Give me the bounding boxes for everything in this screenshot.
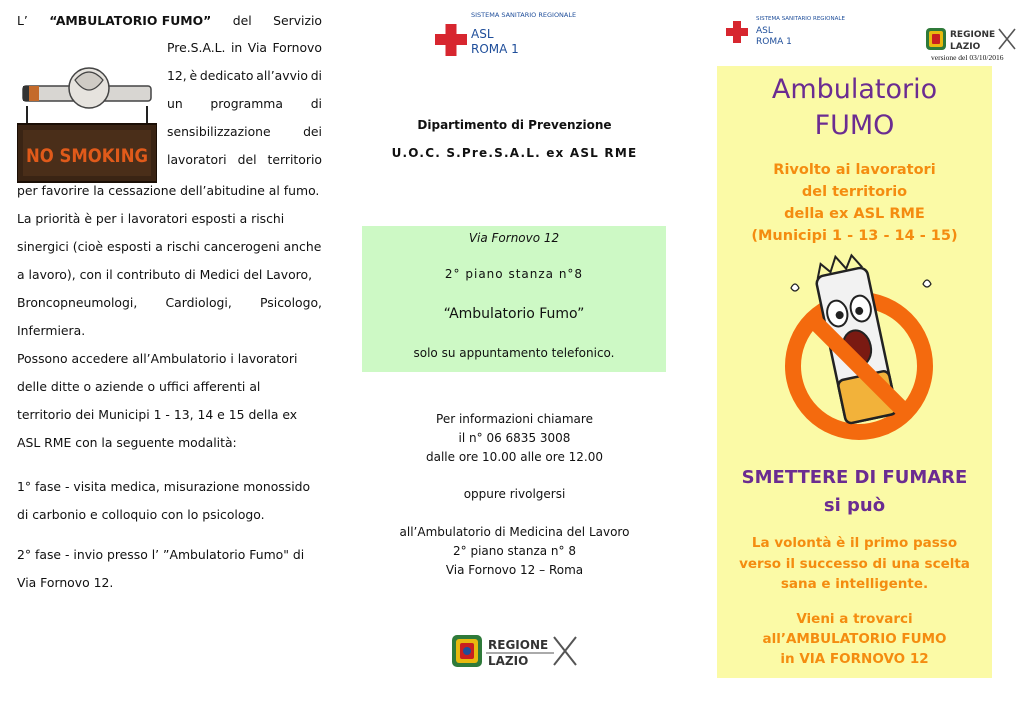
- info-place-1: all’Ambulatorio di Medicina del Lavoro: [399, 525, 630, 539]
- info-place-3: Via Fornovo 12 – Roma: [445, 563, 584, 577]
- intro-line-5: sensibilizzazione dei: [167, 124, 322, 139]
- specialist-word: Psicologo,: [260, 295, 322, 310]
- cover-title-line-1: Ambulatorio: [771, 74, 938, 105]
- body-line: per favorire la cessazione dell’abitudine al fumo.: [17, 183, 320, 198]
- location-box: [362, 226, 666, 372]
- invite-line: Vieni a trovarci: [796, 611, 913, 627]
- body-line: territorio dei Municipi 1 - 13, 14 e 15 della ex: [17, 407, 298, 422]
- no-smoking-sign-text: NO SMOKING: [26, 145, 148, 167]
- target-line: della ex ASL RME: [784, 206, 925, 222]
- specialist-word: Broncopneumologi,: [17, 295, 138, 310]
- regione-lazio-logo: [450, 631, 580, 671]
- phase-2-line: 2° fase - invio presso l’ ”Ambulatorio Fumo" di: [17, 547, 305, 562]
- body-line: sinergici (cioè esposti a rischi cancerogeni anche: [17, 239, 322, 254]
- svg-text:ASL: ASL: [756, 26, 773, 36]
- asl-roma1-logo-small: [722, 12, 862, 52]
- slogan-line-1: SMETTERE DI FUMARE: [741, 467, 968, 488]
- svg-text:REGIONE: REGIONE: [950, 30, 996, 40]
- svg-text:REGIONE: REGIONE: [488, 638, 549, 652]
- body-line: delle ditte o aziende o uffici afferenti al: [17, 379, 261, 394]
- intro-line-3: 12, è dedicato all’avvio di: [167, 68, 322, 83]
- svg-text:ROMA 1: ROMA 1: [756, 37, 792, 47]
- regione-lazio-logo-small: [925, 25, 1017, 53]
- no-smoking-cigarette-illustration: [777, 248, 942, 448]
- info-place-2: 2° piano stanza n° 8: [453, 544, 576, 558]
- intro-line-1: L’ “AMBULATORIO FUMO” del Servizio: [17, 13, 322, 28]
- asl-roma1-logo: [425, 8, 585, 70]
- body-line: Infermiera.: [17, 323, 86, 338]
- svg-text:ROMA 1: ROMA 1: [471, 42, 519, 56]
- motto-line: La volontà è il primo passo: [751, 535, 958, 551]
- info-hours: dalle ore 10.00 alle ore 12.00: [426, 450, 603, 464]
- intro-line-6: lavoratori del territorio: [167, 152, 322, 167]
- department-name: Dipartimento di Prevenzione: [417, 118, 612, 132]
- appointment-note: solo su appuntamento telefonico.: [413, 346, 615, 360]
- intro-line-2: Pre.S.A.L. in Via Fornovo: [167, 40, 322, 55]
- cover-title-line-2: FUMO: [814, 110, 895, 141]
- body-line: La priorità è per i lavoratori esposti a rischi: [17, 211, 285, 226]
- body-line: Possono accedere all’Ambulatorio i lavoratori: [17, 351, 298, 366]
- svg-text:ASL: ASL: [471, 27, 494, 41]
- phase-1-line: 1° fase - visita medica, misurazione monossido: [17, 479, 311, 494]
- unit-name: U.O.C. S.Pre.S.A.L. ex ASL RME: [391, 146, 638, 160]
- info-intro: Per informazioni chiamare: [436, 412, 593, 426]
- phase-2-line: Via Fornovo 12.: [17, 575, 114, 590]
- body-line-specialists: [17, 294, 322, 312]
- specialist-word: Cardiologi,: [165, 295, 232, 310]
- location-address: Via Fornovo 12: [468, 231, 560, 245]
- svg-text:LAZIO: LAZIO: [488, 654, 529, 668]
- info-alternative: oppure rivolgersi: [463, 487, 566, 501]
- target-line: del territorio: [801, 184, 908, 200]
- red-cross-icon: [726, 21, 748, 43]
- intro-line-4: un programma di: [167, 96, 322, 111]
- location-floor: 2° piano stanza n°8: [444, 267, 584, 281]
- target-line: (Municipi 1 - 13 - 14 - 15): [751, 228, 958, 244]
- motto-line: sana e intelligente.: [780, 576, 929, 592]
- cover-panel: [717, 66, 992, 678]
- motto-line: verso il successo di una scelta: [739, 556, 970, 572]
- svg-text:SISTEMA SANITARIO REGIONALE: SISTEMA SANITARIO REGIONALE: [471, 11, 577, 19]
- info-phone: il n° 06 6835 3008: [458, 431, 571, 445]
- version-date: versione del 03/10/2016: [931, 53, 1004, 62]
- location-clinic-name: “Ambulatorio Fumo”: [443, 306, 585, 322]
- red-cross-icon: [435, 24, 467, 56]
- svg-text:SISTEMA SANITARIO REGIONALE: SISTEMA SANITARIO REGIONALE: [756, 16, 845, 22]
- target-line: Rivolto ai lavoratori: [773, 162, 936, 178]
- phase-1-line: di carbonio e colloquio con lo psicologo.: [17, 507, 265, 522]
- lazio-emblem-icon: [452, 635, 482, 667]
- lazio-emblem-icon: [926, 28, 946, 50]
- invite-line: all’AMBULATORIO FUMO: [762, 631, 947, 647]
- slogan-line-2: si può: [823, 495, 886, 516]
- invite-line: in VIA FORNOVO 12: [780, 651, 929, 667]
- svg-text:LAZIO: LAZIO: [950, 42, 981, 52]
- body-line: a lavoro), con il contributo di Medici del Lavoro,: [17, 267, 313, 282]
- body-line: ASL RME con la seguente modalità:: [17, 435, 237, 450]
- no-smoking-sign-illustration: [17, 16, 157, 184]
